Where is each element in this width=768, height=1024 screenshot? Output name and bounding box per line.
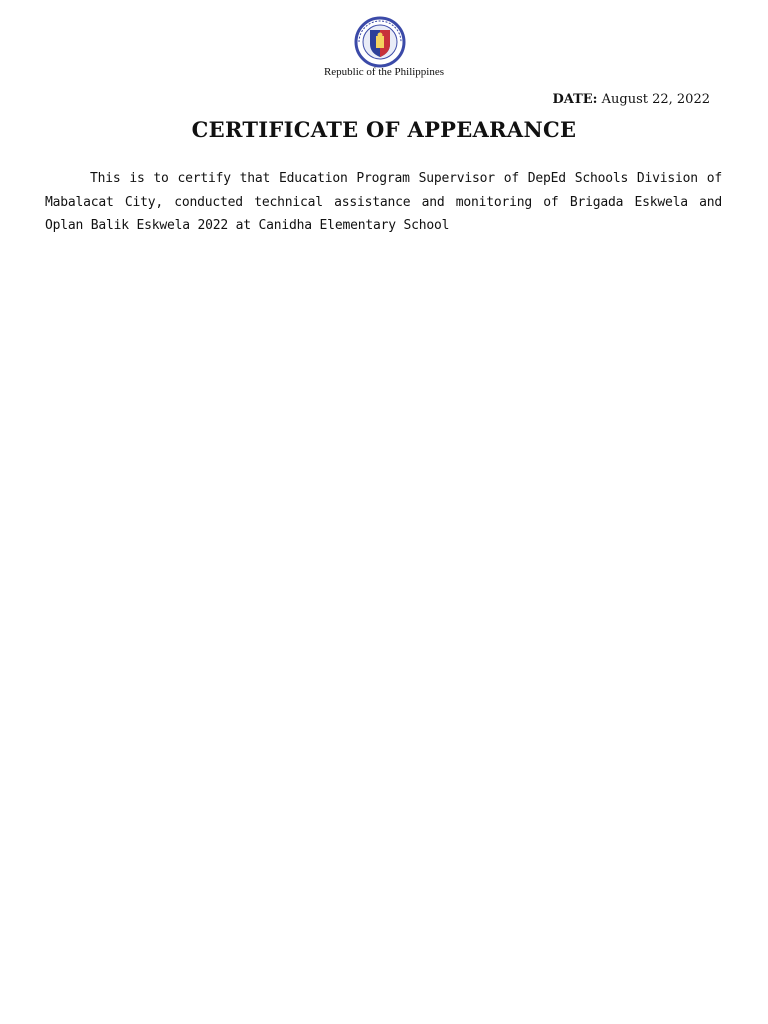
date-label: DATE: (552, 92, 598, 107)
certificate-title: CERTIFICATE OF APPEARANCE (191, 117, 577, 142)
republic-header: Republic of the Philippines (323, 66, 445, 78)
date-line (552, 92, 710, 107)
certificate-body: This is to certify that Education Program Supervisor of DepEd Schools Division of Mabalacat City, conducted technical assistance and monitoring of Brigada Eskwela and Oplan Balik Eskwela 2022 at Canidha Elementary School (45, 171, 722, 233)
date-value: August 22, 2022 (601, 92, 710, 107)
deped-seal-icon (351, 16, 409, 68)
